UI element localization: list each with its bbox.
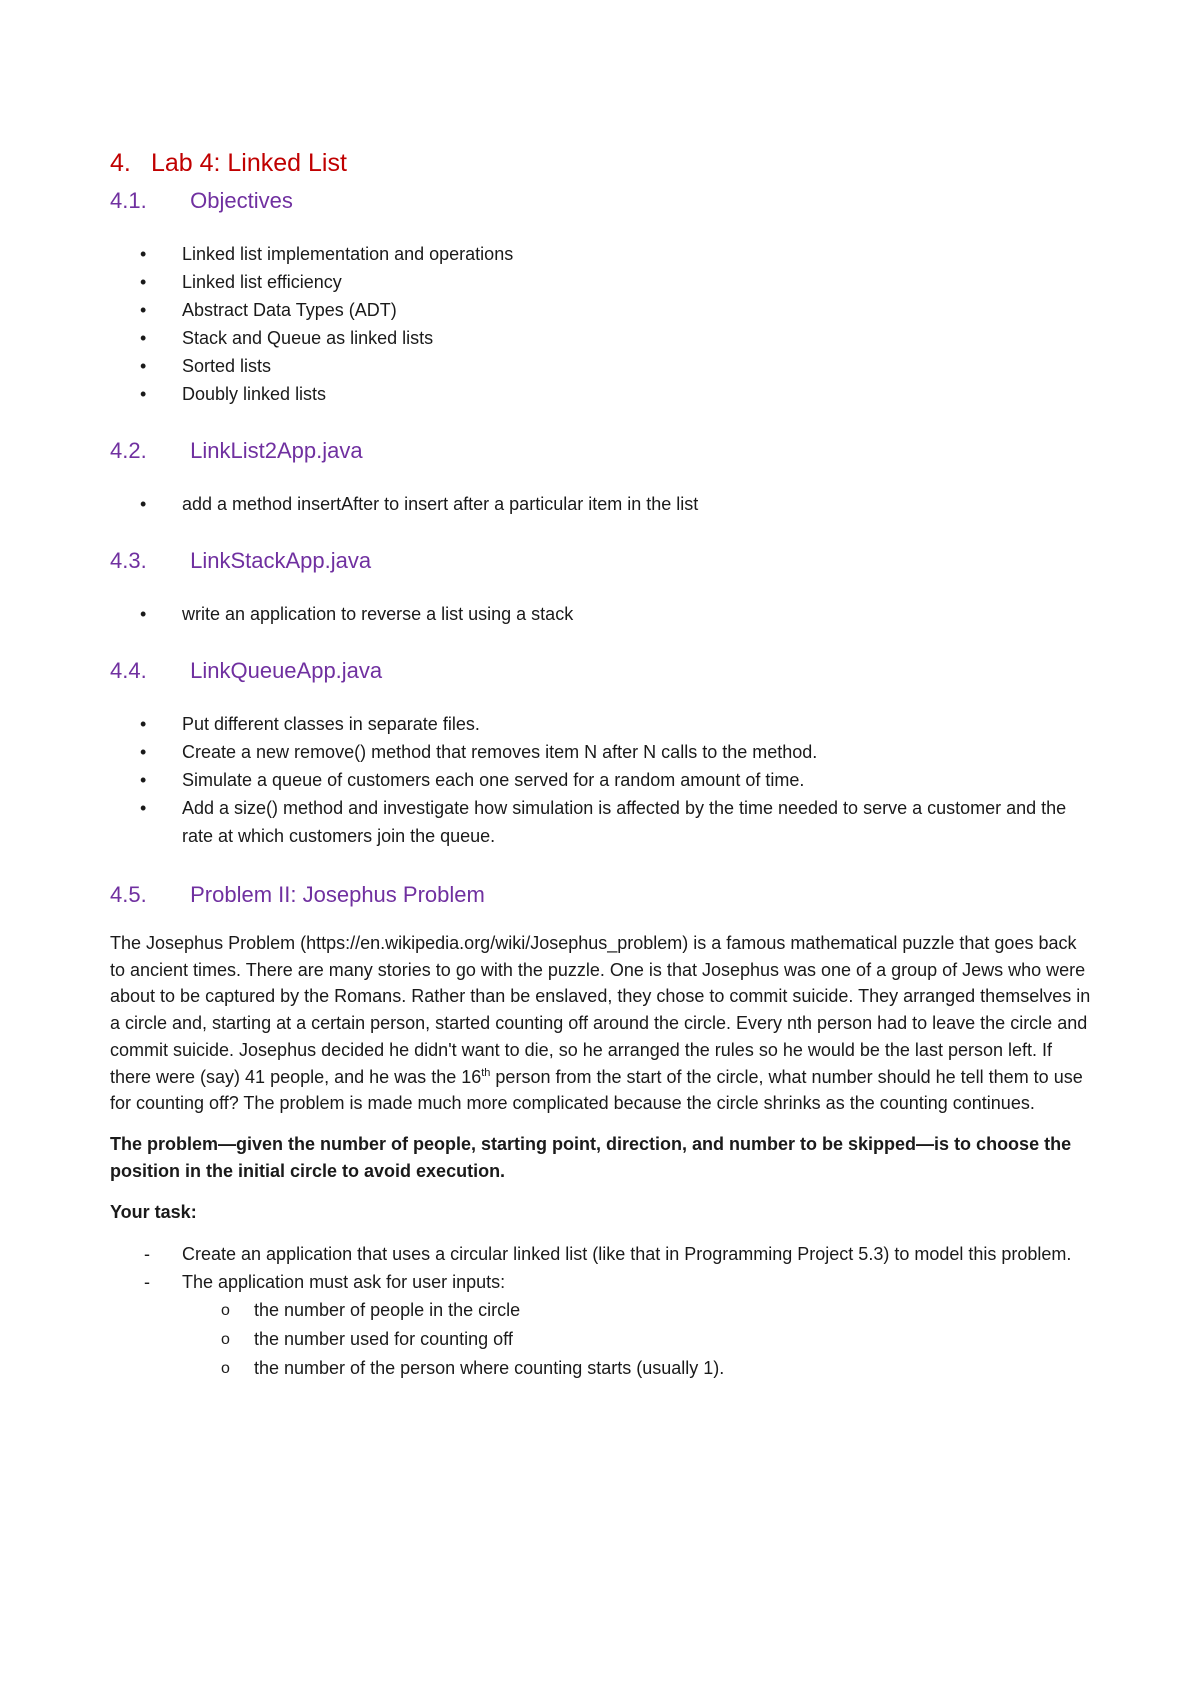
lab-title-text: Lab 4: Linked List xyxy=(150,149,347,177)
task-item xyxy=(110,1268,1095,1383)
document-content xyxy=(110,146,1095,1383)
list-item: • Simulate a queue of customers each one served for a random amount of time. xyxy=(110,766,1095,794)
josephus-paragraph xyxy=(110,930,1095,1117)
objectives-list xyxy=(110,240,1095,408)
sub-item: o the number of the person where counting starts (usually 1). xyxy=(110,1354,1095,1383)
linklist2app-list xyxy=(110,490,1095,518)
section-number: 4.5. xyxy=(110,882,147,907)
list-item: • write an application to reverse a list using a stack xyxy=(110,600,1095,628)
paragraph-text-cont: person from the start of the circle, what number should he tell them to use for counting off? The problem is made much more complicated because the circle shrinks as the counting continues. xyxy=(110,1066,1083,1114)
paragraph-text: The Josephus Problem (https://en.wikipedia.org/wiki/Josephus_problem) is a famous mathematical puzzle that goes back to ancient times. There are many stories to go with the puzzle. One is that Josephus was one of a group of Jews who were about to be captured by the Romans. Rather than be enslaved, they chose to commit suicide. They arranged themselves in a circle and, starting at a certain person, started counting off around the circle. Every nth person had to leave the circle and commit suicide. Josephus decided he didn't want to die, so he arranged the rules so he would be the last person left. If there were (say) 41 people, and he was the 16 xyxy=(110,933,1091,1087)
section-heading-linkstackapp xyxy=(110,546,1095,576)
task-label: Your task: xyxy=(110,1201,197,1222)
section-number: 4.3. xyxy=(110,548,147,573)
list-item: • Doubly linked lists xyxy=(110,380,1095,408)
list-item: • Abstract Data Types (ADT) xyxy=(110,296,1095,324)
list-item: • add a method insertAfter to insert after a particular item in the list xyxy=(110,490,1095,518)
section-heading-linkqueueapp xyxy=(110,656,1095,686)
linkstackapp-list xyxy=(110,600,1095,628)
problem-statement: The problem—given the number of people, starting point, direction, and number to be skipped—is to choose the position in the initial circle to avoid execution. xyxy=(110,1133,1072,1181)
section-title: LinkStackApp.java xyxy=(190,548,372,573)
superscript-th: th xyxy=(481,1066,491,1079)
section-heading-josephus xyxy=(110,880,1095,910)
list-item: • Create a new remove() method that removes item N after N calls to the method. xyxy=(110,738,1095,766)
section-number: 4.1. xyxy=(110,188,147,213)
task-sublist xyxy=(182,1296,1095,1383)
task-list xyxy=(110,1240,1095,1383)
linkqueueapp-list xyxy=(110,710,1095,850)
section-number: 4.2. xyxy=(110,438,147,463)
list-item: • Linked list efficiency xyxy=(110,268,1095,296)
lab-title xyxy=(110,146,1095,180)
section-heading-objectives xyxy=(110,186,1095,216)
section-title: LinkQueueApp.java xyxy=(190,658,383,683)
list-item: • Linked list implementation and operations xyxy=(110,240,1095,268)
task-item: - Create an application that uses a circular linked list (like that in Programming Project 5.3) to model this problem. xyxy=(110,1240,1095,1268)
list-item: • Sorted lists xyxy=(110,352,1095,380)
section-heading-linklist2app xyxy=(110,436,1095,466)
section-title: Objectives xyxy=(190,188,293,213)
list-item: • Stack and Queue as linked lists xyxy=(110,324,1095,352)
sub-item: o the number of people in the circle xyxy=(110,1296,1095,1325)
list-item: • Put different classes in separate files. xyxy=(110,710,1095,738)
lab-number: 4. xyxy=(110,149,131,177)
section-title: LinkList2App.java xyxy=(190,438,363,463)
sub-item: o the number used for counting off xyxy=(110,1325,1095,1354)
section-number: 4.4. xyxy=(110,658,147,683)
section-title: Problem II: Josephus Problem xyxy=(190,882,485,907)
list-item: • Add a size() method and investigate how simulation is affected by the time needed to serve a customer and the rate at which customers join the queue. xyxy=(110,794,1095,850)
task-item-text: The application must ask for user inputs: xyxy=(182,1271,506,1292)
